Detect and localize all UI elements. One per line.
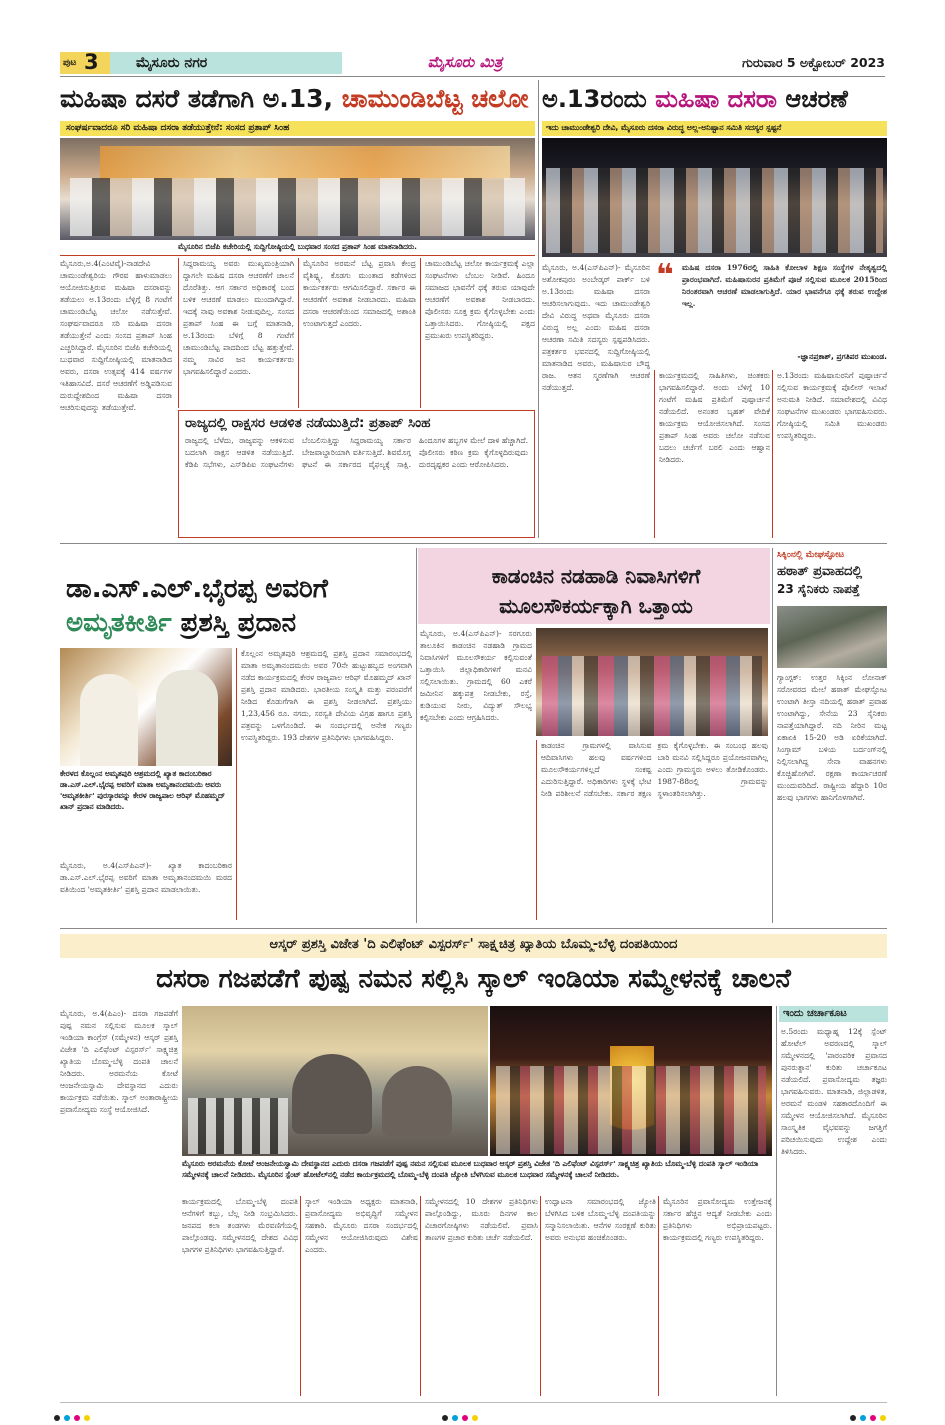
banner-kicker [60,934,887,958]
banner-caption: ಮೈಸೂರು ಅರಮನೆಯ ಕೋಟೆ ಆಂಜನೇಯಸ್ವಾಮಿ ದೇವಸ್ಥಾನದ ಎದುರು ದಸರಾ ಗಜಪಡೆಗೆ ಪುಷ್ಪ ನಮನ ಸಲ್ಲಿಸುವ ಮೂಲಕ ಬುಧವಾರ ಆಸ್ಕರ್ ಪ್ರಶಸ್ತಿ ವಿಜೇತ 'ದಿ ಎಲಿಫೆಂಟ್ ವಿಸ್ಪರರ್ಸ್' ಸಾಕ್ಷ್ಯಚಿತ್ರ ಖ್ಯಾತಿಯ ಬೊಮ್ಮ-ಬೆಳ್ಳಿ ದಂಪತಿ ಸ್ಕಾಲ್ ಇಂಡಿಯಾ ಸಮ್ಮೇಳನಕ್ಕೆ ಚಾಲನೆ ನೀಡಿದರು. ಮೈಸೂರಿನ ಸ್ಪೆಂಟ್ ಹೋಟೆಲ್‌ನಲ್ಲಿ ನಡೆದ ಕಾರ್ಯಕ್ರಮದಲ್ಲಿ ಬೊಮ್ಮ-ಬೆಳ್ಳಿ ದಂಪತಿ ಜ್ಯೋತಿ ಬೆಳಗಿಸುವ ಮೂಲಕ ಬುಧವಾರ ಸಮ್ಮೇಳನಕ್ಕೆ ಚಾಲನೆ ನೀಡಿದರು. [182,1159,759,1179]
dot-icon [870,1415,876,1421]
story2-photo-people [546,168,883,253]
sidebar-body: ಅ.5ರಂದು ಮಧ್ಯಾಹ್ನ 12ಕ್ಕೆ ಸ್ಪೆಂಟ್ ಹೋಟೆಲ್ ಅವರಣದಲ್ಲಿ ಸ್ಕಾಲ್ ಸಮ್ಮೇಳನದಲ್ಲಿ 'ಪಾರಂಪರಿಕ ಪ್ರವಾಸದ ಪುನರುತ್ಥಾನ' ಕುರಿತು ಚರ್ಚಾಕೂಟ ನಡೆಯಲಿದೆ. ಪ್ರವಾಸೋದ್ಯಮ ತಜ್ಞರು ಭಾಗವಹಿಸುವರು. ಮಾತನಾಡಿ, ಜಿಲ್ಲಾಡಳಿತ, ಅರಮನೆ ಮಂಡಳಿ ಸಹಕಾರದೊಂದಿಗೆ ಈ ಸಮ್ಮೇಳನ ಆಯೋಜಿಸಲಾಗಿದೆ. ಮೈಸೂರಿನ ಸಾಂಸ್ಕೃತಿಕ ವೈಭವವನ್ನು ಜಗತ್ತಿಗೆ ಪರಿಚಯಿಸುವುದು ಉದ್ದೇಶ ಎಂದು ತಿಳಿಸಿದರು. [781,1027,887,1156]
story1-col4-text: ಚಾಮುಂಡಿಬೆಟ್ಟ ಚಲೋ ಕಾರ್ಯಕ್ರಮಕ್ಕೆ ಎಲ್ಲಾ ಸಂಘಟನೆಗಳು ಬೆಂಬಲ ನೀಡಿವೆ. ಹಿಂದೂ ಸಮಾಜದ ಭಾವನೆಗೆ ಧಕ್ಕೆ ತರುವ ಯಾವುದೇ ಆಚರಣೆಗೆ ಅವಕಾಶ ನೀಡಬಾರದು. ಪೊಲೀಸರು ಸೂಕ್ತ ಕ್ರಮ ಕೈಗೊಳ್ಳಬೇಕು ಎಂದು ಒತ್ತಾಯಿಸಿದರು. ಗೋಷ್ಠಿಯಲ್ಲಿ ಪಕ್ಷದ ಪ್ರಮುಖರು ಉಪಸ್ಥಿತರಿದ್ದರು. [420,258,535,408]
sidebar-title-band [779,1006,888,1022]
story3-caption: ಕೇರಳದ ಕೊಲ್ಲಂನ ಅಮೃತಪುರಿ ಆಶ್ರಮದಲ್ಲಿ ಖ್ಯಾತ ಕಾದಂಬರಿಕಾರ ಡಾ.ಎಸ್.ಎಲ್.ಭೈರಪ್ಪ ಅವರಿಗೆ ಮಾತಾ ಅಮೃತಾನಂದಮಯಿ ಅವರು 'ಅಮೃತಕೀರ್ತಿ' ಪುರಸ್ಕಾರವನ್ನು ಕೇರಳ ರಾಜ್ಯಪಾಲ ಆರಿಫ್ ಮೊಹಮ್ಮದ್ ಖಾನ್ ಪ್ರದಾನ ಮಾಡಿದರು. [60,769,225,811]
dot-icon [880,1415,886,1421]
elephant-shape-1 [292,1054,372,1134]
page-label: ಪುಟ [63,58,77,68]
section-rule-bottom [60,928,887,929]
page-number-box [60,52,110,74]
story1-rule [60,255,535,256]
masthead: ಮೈಸೂರು ಮಿತ್ರ [427,53,503,71]
story4-photo-people [542,656,762,736]
story1-photo-banner [100,146,510,180]
story2-headline [542,82,887,118]
dot-icon [54,1415,60,1421]
issue-date: ಗುರುವಾರ 5 ಅಕ್ಟೋಬರ್ 2023 [742,55,885,70]
story5-headline-line1: ಹಠಾತ್ ಪ್ರವಾಹದಲ್ಲಿ [777,564,863,579]
story1-photo [60,138,535,240]
story1-headline-part-b: ಚಾಮುಂಡಿಬೆಟ್ಟ ಚಲೋ [341,84,529,113]
story3-photo [60,648,232,766]
story1-col1: ಮೈಸೂರು,ಅ.4(ಎಂಟಿವೈ)-ನಾಡದೇವಿ ಚಾಮುಂಡೇಶ್ವರಿಯ ಗೌರವ ಹಾಳುಮಾಡಲು ಆಯೋಜಿಸುತ್ತಿರುವ ಮಹಿಷಾ ದಸರಾವನ್ನು ತಡೆಯಲು ಅ.13ರಂದು ಬೆಳ್ಳಿಗ್ಗೆ 8 ಗಂಟೆಗೆ ಚಾಮುಂಡಿಬೆಟ್ಟ ಚಲೋ ನಡೆಸುತ್ತೇವೆ. ಸಂಘರ್ಷವಾದರೂ ಸರಿ ಮಹಿಷಾ ದಸರಾ ತಡೆಯುತ್ತೇನೆ ಎಂದು ಸಂಸದ ಪ್ರತಾಪ್ ಸಿಂಹ ಎಚ್ಚರಿಸಿದ್ದಾರೆ. ಮೈಸೂರಿನ ಬಿಜೆಪಿ ಕಚೇರಿಯಲ್ಲಿ ಬುಧವಾರ ಸುದ್ದಿಗೋಷ್ಠಿಯಲ್ಲಿ ಮಾತನಾಡಿದ ಅವರು, ದಸರಾ ಉತ್ಸವಕ್ಕೆ 414 ವರ್ಷಗಳ ಇತಿಹಾಸವಿದೆ. ದಸರೆ ಆಚರಣೆಗೆ ಅಡ್ಡಿಪಡಿಸುವ ದುರುದ್ದೇಶದಿಂದ ಮಹಿಷಾ ದಸರಾ ಆಚರಿಸುವುದನ್ನು ತಡೆಯುತ್ತೇವೆ. [60,259,172,412]
stage-people-shape [496,1066,766,1154]
story5-headline-line2: 23 ಸೈನಿಕರು ನಾಪತ್ತೆ [777,582,860,596]
story2-kicker: ಇದು ಚಾಮುಂಡೇಶ್ವರಿ ದೇವಿ, ಮೈಸೂರು ದಸರಾ ವಿರುದ್ಧ ಅಲ್ಲ-ಅನಿಷ್ಟಾನ ಸಮಿತಿ ಸದಸ್ಯರ ಸ್ಪಷ್ಟನೆ [542,121,887,136]
story3-headline-line2 [66,606,406,642]
banner-col1: ಮೈಸೂರು, ಅ.4(ಪಿಎಂ)- ದಸರಾ ಗಜಪಡೆಗೆ ಪುಷ್ಪ ನಮನ ಸಲ್ಲಿಸುವ ಮೂಲಕ ಸ್ಕಾಲ್ ಇಂಡಿಯಾ ಕಾಂಗ್ರೆಸ್ (ಸಮ್ಮೇಳನ) ಆಸ್ಕರ್ ಪ್ರಶಸ್ತಿ ವಿಜೇತ 'ದಿ ಎಲಿಫೆಂಟ್ ವಿಸ್ಪರರ್ಸ್' ಸಾಕ್ಷ್ಯಚಿತ್ರ ಖ್ಯಾತಿಯ ಬೊಮ್ಮ-ಬೆಳ್ಳಿ ದಂಪತಿ ಚಾಲನೆ ನೀಡಿದರು. ಅರಮನೆಯ ಕೋಟೆ ಆಂಜನೇಯಸ್ವಾಮಿ ದೇವಸ್ಥಾನದ ಎದುರು ಕಾರ್ಯಕ್ರಮ ನಡೆಯಿತು. ಸ್ಕಾಲ್ ಅಂತಾರಾಷ್ಟ್ರೀಯ ಪ್ರವಾಸೋದ್ಯಮ ಸಂಸ್ಥೆ ಆಯೋಜಿಸಿದೆ. [60,1009,178,1114]
story4-headline-line2: ಮೂಲಸೌಕರ್ಯಕ್ಕಾಗಿ ಒತ್ತಾಯ [499,594,693,618]
story3-headline-part-b: ಅಮೃತಕೀರ್ತಿ [66,608,172,638]
page-header [60,52,885,76]
story1-photo-people [70,178,525,236]
story1-caption: ಮೈಸೂರಿನ ಬಿಜೆಪಿ ಕಚೇರಿಯಲ್ಲಿ ಸುದ್ದಿಗೋಷ್ಠಿಯಲ್ಲಿ ಬುಧವಾರ ಸಂಸದ ಪ್ರತಾಪ್ ಸಿಂಹ ಮಾತನಾಡಿದರು. [178,242,417,251]
banner-kicker-text: ಆಸ್ಕರ್ ಪ್ರಶಸ್ತಿ ವಿಜೇತ 'ದಿ ಎಲಿಫೆಂಟ್ ವಿಸ್ಪರರ್ಸ್' ಸಾಕ್ಷ್ಯಚಿತ್ರ ಖ್ಯಾತಿಯ ಬೊಮ್ಮ-ಬೆಳ್ಳಿ ದಂಪತಿಯಿಂದ [269,937,678,952]
header-rule [60,76,885,77]
registration-dots-center [440,1406,480,1414]
story1-box-headline: ರಾಜ್ಯದಲ್ಲಿ ರಾಕ್ಷಸರ ಆಡಳಿತ ನಡೆಯುತ್ತಿದೆ: ಪ್ರತಾಪ್ ಸಿಂಹ [185,415,431,431]
story2-quote-box [654,258,887,366]
story4-col1: ಮೈಸೂರು, ಅ.4(ಎಸ್‌ಪಿಎನ್)- ಸರಗೂರು ತಾಲೂಕಿನ ಕಾಡಂಚಿನ ನಡಹಾಡಿ ಗ್ರಾಮದ ನಿವಾಸಿಗಳಿಗೆ ಮೂಲಸೌಕರ್ಯ ಕಲ್ಪಿಸುವಂತೆ ಒತ್ತಾಯಿಸಿ ಜಿಲ್ಲಾಧಿಕಾರಿಗಳಿಗೆ ಮನವಿ ಸಲ್ಲಿಸಲಾಯಿತು. ಗ್ರಾಮದಲ್ಲಿ 60 ಎಕರೆ ಜಮೀನಿನ ಹಕ್ಕುಪತ್ರ ನೀಡಬೇಕು, ರಸ್ತೆ, ಕುಡಿಯುವ ನೀರು, ವಿದ್ಯುತ್ ಸೌಲಭ್ಯ ಕಲ್ಪಿಸಬೇಕು ಎಂದು ಆಗ್ರಹಿಸಿದರು. [420,629,532,722]
dot-icon [74,1415,80,1421]
story5-photo [777,606,887,668]
dot-icon [472,1415,478,1421]
story2-headline-part-c: ಆಚರಣೆ [785,85,848,113]
dot-icon [64,1415,70,1421]
crowd-shape [188,1098,288,1154]
story5-body: ಗ್ಯಾಂಗ್ಟಕ್: ಉತ್ತರ ಸಿಕ್ಕಿಂನ ಲೋನಾಕ್ ಸರೋವರದ ಮೇಲೆ ಹಠಾತ್ ಮೇಘಸ್ಫೋಟ ಉಂಟಾಗಿ ತೀಸ್ತಾ ನದಿಯಲ್ಲಿ ಹಠಾತ್ ಪ್ರವಾಹ ಉಂಟಾಗಿದ್ದು, ಸೇನೆಯ 23 ಸೈನಿಕರು ನಾಪತ್ತೆಯಾಗಿದ್ದಾರೆ. ನದಿ ನೀರಿನ ಮಟ್ಟ ಏಕಾಏಕಿ 15-20 ಅಡಿ ಏರಿಕೆಯಾಗಿದೆ. ಸಿಂಗ್ತಾಮ್ ಬಳಿಯ ಬರ್ದಂಗ್‌ನಲ್ಲಿ ನಿಲ್ಲಿಸಲಾಗಿದ್ದ ಸೇನಾ ವಾಹನಗಳು ಕೊಚ್ಚಿಹೋಗಿವೆ. ರಕ್ಷಣಾ ಕಾರ್ಯಾಚರಣೆ ಮುಂದುವರಿದಿದೆ. ರಾಷ್ಟ್ರೀಯ ಹೆದ್ದಾರಿ 10ರ ಹಲವು ಭಾಗಗಳು ಹಾನಿಗೊಳಗಾಗಿವೆ. [777,673,887,802]
banner-col4: ಸಮ್ಮೇಳನದಲ್ಲಿ 10 ದೇಶಗಳ ಪ್ರತಿನಿಧಿಗಳು ಪಾಲ್ಗೊಂಡಿದ್ದು, ಮೂರು ದಿನಗಳ ಕಾಲ ವಿಚಾರಗೋಷ್ಠಿಗಳು ನಡೆಯಲಿವೆ. ಪ್ರವಾಸಿ ತಾಣಗಳ ಪ್ರಚಾರ ಕುರಿತು ಚರ್ಚೆ ನಡೆಯಲಿದೆ. [420,1196,538,1396]
story4-col2: ಕಾಡಂಚಿನ ಗ್ರಾಮಗಳಲ್ಲಿ ವಾಸಿಸುವ ಆದಿವಾಸಿಗಳು ಹಲವು ವರ್ಷಗಳಿಂದ ಮೂಲಸೌಕರ್ಯಗಳಿಲ್ಲದೆ ಸಂಕಷ್ಟ ಎದುರಿಸುತ್ತಿದ್ದಾರೆ. ಅಧಿಕಾರಿಗಳು ಸ್ಥಳಕ್ಕೆ ಭೇಟಿ ನೀಡಿ ಪರಿಶೀಲನೆ ನಡೆಸಬೇಕು. ಸರ್ಕಾರ ತಕ್ಷಣ ಕ್ರಮ ಕೈಗೊಳ್ಳಬೇಕು. ಈ ಸಂಬಂಧ ಹಲವು ಬಾರಿ ಮನವಿ ಸಲ್ಲಿಸಿದ್ದರೂ ಪ್ರಯೋಜನವಾಗಿಲ್ಲ ಎಂದು ಗ್ರಾಮಸ್ಥರು ಅಳಲು ತೋಡಿಕೊಂಡರು. 1987-88ರಲ್ಲಿ ಗ್ರಾಮವನ್ನು ಸ್ಥಳಾಂತರಿಸಲಾಗಿತ್ತು. [536,740,768,920]
column-divider-top [538,80,539,538]
banner-col5: ಉದ್ಘಾಟನಾ ಸಮಾರಂಭದಲ್ಲಿ ಜ್ಯೋತಿ ಬೆಳಗಿಸಿದ ಬಳಿಕ ಬೊಮ್ಮ-ಬೆಳ್ಳಿ ದಂಪತಿಯನ್ನು ಸನ್ಮಾನಿಸಲಾಯಿತು. ಆನೆಗಳ ಸಂರಕ್ಷಣೆ ಕುರಿತು ಅವರು ಅನುಭವ ಹಂಚಿಕೊಂಡರು. [540,1196,656,1396]
story2-quote: ಮಹಿಷ ದಸರಾ 1976ರಲ್ಲಿ ಸಾಹಿತಿ ಕೋಲಾಳ ಶಿಕ್ಷಣ ಸಂಸ್ಥೆಗಳ ನೇತೃತ್ವದಲ್ಲಿ ಪ್ರಾರಂಭವಾಗಿದೆ. ಮಹಿಷಾಸುರನ ಪ್ರತಿಮೆಗೆ ಪೂಜೆ ಸಲ್ಲಿಸುವ ಮೂಲಕ 2015ರಿಂದ ನಿರಂತರವಾಗಿ ಆಚರಣೆ ಮಾಡಲಾಗುತ್ತಿದೆ. ಯಾರ ಭಾವನೆಗೂ ಧಕ್ಕೆ ತರುವ ಉದ್ದೇಶ ಇಲ್ಲ. [682,263,887,308]
story2-col1: ಮೈಸೂರು, ಅ.4(ಎಸ್‌ಪಿಎನ್)- ಮೈಸೂರಿನ ಅಶೋಕಪುರಂ ಅಂಬೇಡ್ಕರ್ ಪಾರ್ಕ್ ಬಳಿ ಅ.13ರಂದು ಮಹಿಷಾ ದಸರಾ ಆಚರಿಸಲಾಗುವುದು. ಇದು ಚಾಮುಂಡೇಶ್ವರಿ ದೇವಿ ವಿರುದ್ಧ ಅಥವಾ ಮೈಸೂರು ದಸರಾ ವಿರುದ್ಧ ಅಲ್ಲ ಎಂದು ಮಹಿಷ ದಸರಾ ಆಚರಣಾ ಸಮಿತಿ ಸದಸ್ಯರು ಸ್ಪಷ್ಟಪಡಿಸಿದರು. ಪತ್ರಕರ್ತರ ಭವನದಲ್ಲಿ ಸುದ್ದಿಗೋಷ್ಠಿಯಲ್ಲಿ ಮಾತನಾಡಿದ ಅವರು, ಮಹಿಷಾಸುರ ಬೌದ್ಧ ರಾಜ. ಆತನ ಸ್ಮರಣೆಗಾಗಿ ಆಚರಣೆ ನಡೆಯುತ್ತದೆ. [542,263,650,392]
section-tab [110,52,342,74]
footer-rule [60,1402,887,1403]
story4-headline-line1: ಕಾಡಂಚಿನ ನಡಹಾಡಿ ನಿವಾಸಿಗಳಿಗೆ [491,564,701,588]
story1-headline-part-a: ಮಹಿಷಾ ದಸರೆ ತಡೆಗಾಗಿ ಅ.13, [60,84,333,113]
story1-headline [60,82,535,118]
section-rule-mid [60,543,887,544]
page-number: 3 [84,50,99,74]
registration-dots-right [848,1406,888,1414]
column-divider-mid [416,548,417,923]
story2-photo [542,138,887,257]
story3-photo-figure [80,674,138,766]
dot-icon [84,1415,90,1421]
sidebar-title: ಇಂದು ಚರ್ಚಾಕೂಟ [783,1008,847,1019]
banner-col3: ಸ್ಕಾಲ್ ಇಂಡಿಯಾ ಅಧ್ಯಕ್ಷರು ಮಾತನಾಡಿ, ಪ್ರವಾಸೋದ್ಯಮ ಅಭಿವೃದ್ಧಿಗೆ ಸಮ್ಮೇಳನ ಸಹಕಾರಿ. ಮೈಸೂರು ದಸರಾ ಸಂದರ್ಭದಲ್ಲಿ ಸಮ್ಮೇಳನ ಆಯೋಜಿಸಿರುವುದು ವಿಶೇಷ ಎಂದರು. [300,1196,418,1396]
story3-headline-line1: ಡಾ.ಎಸ್.ಎಲ್.ಭೈರಪ್ಪ ಅವರಿಗೆ [66,574,328,604]
story1-kicker: ಸಂಘರ್ಷವಾದರೂ ಸರಿ ಮಹಿಷಾ ದಸರಾ ತಡೆಯುತ್ತೇನೆ: ಸಂಸದ ಪ್ರತಾಪ್ ಸಿಂಹ [60,121,535,136]
quote-mark-icon: ❝ [656,258,674,293]
banner-headline: ದಸರಾ ಗಜಪಡೆಗೆ ಪುಷ್ಪ ನಮನ ಸಲ್ಲಿಸಿ ಸ್ಕಾಲ್ ಇಂಡಿಯಾ ಸಮ್ಮೇಳನಕ್ಕೆ ಚಾಲನೆ [156,964,791,994]
story2-quote-attribution: -ಜ್ಞಾನಪ್ರಕಾಶ್, ಪ್ರಗತಿಪರ ಮುಖಂಡ. [797,352,887,361]
registration-dots-left [52,1406,92,1414]
story2-col2: ಕಾರ್ಯಕ್ರಮದಲ್ಲಿ ಸಾಹಿತಿಗಳು, ಚಿಂತಕರು ಭಾಗವಹಿಸಲಿದ್ದಾರೆ. ಅಂದು ಬೆಳಿಗ್ಗೆ 10 ಗಂಟೆಗೆ ಮಹಿಷ ಪ್ರತಿಮೆಗೆ ಪುಷ್ಪಾರ್ಚನೆ ನಡೆಯಲಿದೆ. ಅನಂತರ ಬೃಹತ್ ವೇದಿಕೆ ಕಾರ್ಯಕ್ರಮ ಆಯೋಜಿಸಲಾಗಿದೆ. ಸಂಸದ ಪ್ರತಾಪ್ ಸಿಂಹ ಅವರು ಚಲೋ ನಡೆಸುವ ಬದಲು ಚರ್ಚೆಗೆ ಬರಲಿ ಎಂದು ಆಹ್ವಾನ ನೀಡಿದರು. [654,370,770,538]
banner-photo-elephants [182,1006,488,1156]
dot-icon [452,1415,458,1421]
sidebar-box [776,1006,887,1396]
dot-icon [442,1415,448,1421]
story3-photo-figure-2 [156,670,218,766]
story3-headline-part-c: ಪ್ರಶಸ್ತಿ ಪ್ರದಾನ [180,608,297,638]
story1-col3: ಮೈಸೂರಿನ ಅರಮನೆ ಬೆಟ್ಟ ಪ್ರವಾಸಿ ಕೇಂದ್ರ ವೈಶಿಷ್ಟ್ಯ, ಕೊಡಗು ಮುಂತಾದ ಕಡೆಗಳಿಂದ ಕಾರ್ಯಕರ್ತರು ಆಗಮಿಸಲಿದ್ದಾರೆ. ಸರ್ಕಾರ ಈ ಆಚರಣೆಗೆ ಅವಕಾಶ ನೀಡಬಾರದು. ಮಹಿಷಾ ದಸರಾ ಆಚರಣೆಯಿಂದ ಸಮಾಜದಲ್ಲಿ ಅಶಾಂತಿ ಉಂಟಾಗುತ್ತದೆ ಎಂದರು. [298,258,416,408]
elephant-shape-2 [382,1066,452,1136]
dot-icon [462,1415,468,1421]
dot-icon [860,1415,866,1421]
story3-col1: ಮೈಸೂರು, ಅ.4(ಎಸ್‌ಪಿಎನ್)- ಖ್ಯಾತ ಕಾದಂಬರಿಕಾರ ಡಾ.ಎಸ್.ಎಲ್.ಭೈರಪ್ಪ ಅವರಿಗೆ ಮಾತಾ ಅಮೃತಾನಂದಮಯಿ ಮಠದ ವತಿಯಿಂದ 'ಅಮೃತಕೀರ್ತಿ' ಪ್ರಶಸ್ತಿ ಪ್ರದಾನ ಮಾಡಲಾಯಿತು. [60,861,232,894]
story4-photo [536,628,768,736]
story5-box [772,548,887,923]
banner-col2: ಕಾರ್ಯಕ್ರಮದಲ್ಲಿ ಬೊಮ್ಮ-ಬೆಳ್ಳಿ ದಂಪತಿ ಆನೆಗಳಿಗೆ ಕಬ್ಬು, ಬೆಲ್ಲ ನೀಡಿ ಸಂಭ್ರಮಿಸಿದರು. ಜನಪದ ಕಲಾ ತಂಡಗಳು ಮೆರವಣಿಗೆಯಲ್ಲಿ ಪಾಲ್ಗೊಂಡವು. ಸಮ್ಮೇಳನದಲ್ಲಿ ದೇಶದ ವಿವಿಧ ಭಾಗಗಳ ಪ್ರತಿನಿಧಿಗಳು ಭಾಗವಹಿಸುತ್ತಿದ್ದಾರೆ. [182,1197,298,1254]
story2-headline-part-a: ಅ.13ರಂದು [542,85,647,113]
section-name: ಮೈಸೂರು ನಗರ [136,55,208,71]
story2-headline-part-b: ಮಹಿಷಾ ದಸರಾ [655,85,778,113]
story3-col2: ಕೊಲ್ಲಂನ ಅಮೃತಪುರಿ ಆಶ್ರಮದಲ್ಲಿ ಪ್ರಶಸ್ತಿ ಪ್ರದಾನ ಸಮಾರಂಭದಲ್ಲಿ ಮಾತಾ ಅಮೃತಾನಂದಮಯಿ ಅವರ 70ನೇ ಹುಟ್ಟುಹಬ್ಬದ ಅಂಗವಾಗಿ ನಡೆದ ಕಾರ್ಯಕ್ರಮದಲ್ಲಿ ಕೇರಳ ರಾಜ್ಯಪಾಲ ಆರಿಫ್ ಮೊಹಮ್ಮದ್ ಖಾನ್ ಪ್ರಶಸ್ತಿ ಪ್ರದಾನ ಮಾಡಿದರು. ಭಾರತೀಯ ಸಂಸ್ಕೃತಿ ಮತ್ತು ಪರಂಪರೆಗೆ ನೀಡಿದ ಕೊಡುಗೆಗಾಗಿ ಈ ಪ್ರಶಸ್ತಿ ನೀಡಲಾಗಿದೆ. ಪ್ರಶಸ್ತಿಯು 1,23,456 ರೂ. ನಗದು, ಸರಸ್ವತಿ ದೇವಿಯ ವಿಗ್ರಹ ಹಾಗೂ ಪ್ರಶಸ್ತಿ ಪತ್ರವನ್ನು ಒಳಗೊಂಡಿದೆ. ಈ ಸಂದರ್ಭದಲ್ಲಿ ಅನೇಕ ಗಣ್ಯರು ಉಪಸ್ಥಿತರಿದ್ದರು. 193 ದೇಶಗಳ ಪ್ರತಿನಿಧಿಗಳು ಭಾಗವಹಿಸಿದ್ದರು. [236,648,412,920]
banner-col6: ಮೈಸೂರಿನ ಪ್ರವಾಸೋದ್ಯಮ ಉತ್ತೇಜನಕ್ಕೆ ಸರ್ಕಾರ ಹೆಚ್ಚಿನ ಆದ್ಯತೆ ನೀಡಬೇಕು ಎಂದು ಪ್ರತಿನಿಧಿಗಳು ಅಭಿಪ್ರಾಯಪಟ್ಟರು. ಕಾರ್ಯಕ್ರಮದಲ್ಲಿ ಗಣ್ಯರು ಉಪಸ್ಥಿತರಿದ್ದರು. [658,1196,772,1396]
story1-box [178,410,535,538]
story2-col3: ಅ.13ರಂದು ಮಹಿಷಾಸುರನಿಗೆ ಪುಷ್ಪಾರ್ಚನೆ ಸಲ್ಲಿಸುವ ಕಾರ್ಯಕ್ರಮಕ್ಕೆ ಪೊಲೀಸ್ ಇಲಾಖೆ ಅನುಮತಿ ನೀಡಿದೆ. ಸಮಾವೇಶದಲ್ಲಿ ವಿವಿಧ ಸಂಘಟನೆಗಳ ಮುಖಂಡರು ಭಾಗವಹಿಸುವರು. ಗೋಷ್ಠಿಯಲ್ಲಿ ಸಮಿತಿ ಮುಖಂಡರು ಉಪಸ್ಥಿತರಿದ್ದರು. [772,370,887,538]
dot-icon [850,1415,856,1421]
story5-kicker: ಸಿಕ್ಕಿಂನಲ್ಲಿ ಮೇಘಸ್ಫೋಟ [777,550,845,560]
story1-box-body: ರಾಜ್ಯದಲ್ಲಿ ಬೆಳೆದು, ರಾಜ್ಯವನ್ನು ಆಕಳಿಸುವ ಬದಲಾಗಿ ರಾಕ್ಷಸ ಆಡಳಿತ ನಡೆಯುತ್ತಿದೆ. ಕೆಡಿಪಿ ಸಭೆಗಳು, ಎಸ್‌ಡಿಪಿಐ ಸಂಘಟನೆಗಳು ಬೆಂಬಲಿಸುತ್ತಿದ್ದು ಸಿದ್ದರಾಮಯ್ಯ ಸರ್ಕಾರ ಬೇಜವಾಬ್ದಾರಿಯಾಗಿ ವರ್ತಿಸುತ್ತಿದೆ. ಶಿವಮೊಗ್ಗ ಘಟನೆ ಈ ಸರ್ಕಾರದ ವೈಫಲ್ಯಕ್ಕೆ ಸಾಕ್ಷಿ. ಹಿಂದೂಗಳ ಹಬ್ಬಗಳ ಮೇಲೆ ದಾಳಿ ಹೆಚ್ಚಾಗಿದೆ. ಪೊಲೀಸರು ಕಠಿಣ ಕ್ರಮ ಕೈಗೊಳ್ಳದಿರುವುದು ದುರದೃಷ್ಟಕರ ಎಂದು ಆರೋಪಿಸಿದರು. [185,436,528,469]
banner-photo-stage [490,1006,772,1156]
story1-col2: ಸಿದ್ದರಾಮಯ್ಯ ಅವರು ಮುಖ್ಯಮಂತ್ರಿಯಾಗಿ ದ್ದಾಗಲೇ ಮಹಿಷ ದಸರಾ ಆಚರಣೆಗೆ ಚಾಲನೆ ದೊರೆತಿತ್ತು. ಆಗ ಸರ್ಕಾರ ಅಧಿಕಾರಕ್ಕೆ ಬಂದ ಬಳಿಕ ಆಚರಣೆ ಮಾಡಲು ಮುಂದಾಗಿದ್ದಾರೆ. ಇದಕ್ಕೆ ನಾವು ಅವಕಾಶ ನೀಡುವುದಿಲ್ಲ. ಸಂಸದ ಪ್ರತಾಪ್ ಸಿಂಹ ಈ ಬಗ್ಗೆ ಮಾತನಾಡಿ, ಅ.13ರಂದು ಬೆಳಿಗ್ಗೆ 8 ಗಂಟೆಗೆ ಚಾಮುಂಡಿಬೆಟ್ಟ ಪಾದದಿಂದ ಬೆಟ್ಟ ಹತ್ತುತ್ತೇವೆ. ನಮ್ಮ ಸಾವಿರ ಜನ ಕಾರ್ಯಕರ್ತರು ಭಾಗವಹಿಸಲಿದ್ದಾರೆ ಎಂದರು. [178,258,294,408]
